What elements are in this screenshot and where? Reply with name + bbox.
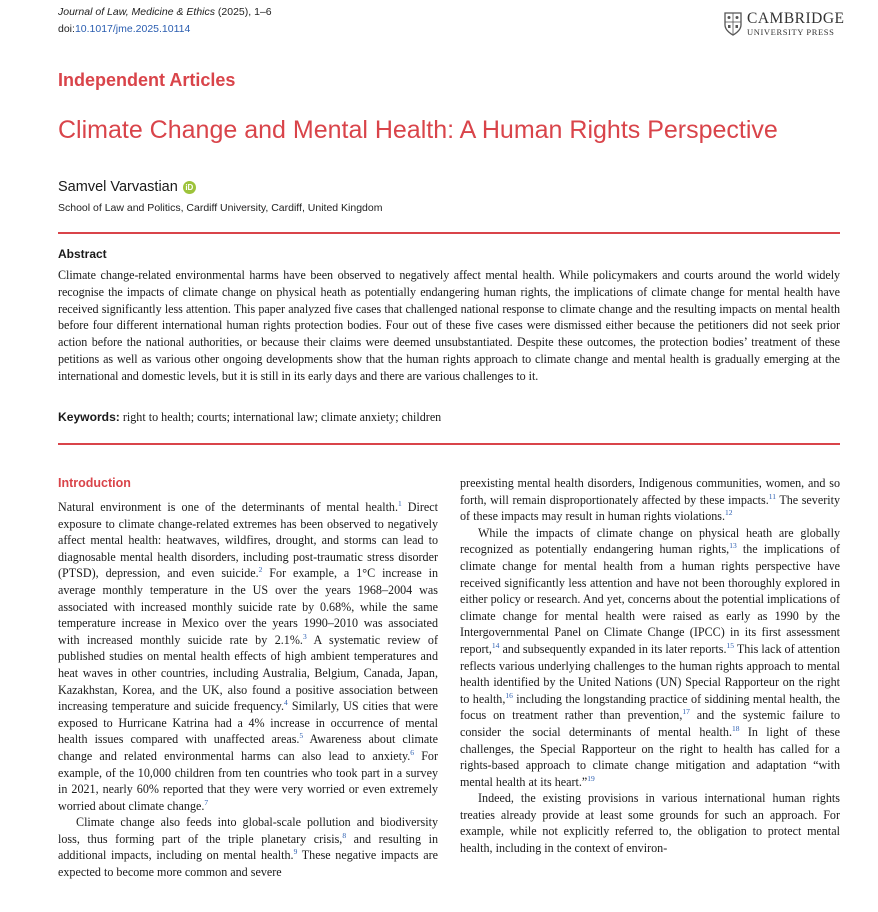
article-title: Climate Change and Mental Health: A Human Rights Perspective [58, 116, 778, 144]
paragraph [460, 525, 840, 791]
body-column-right [460, 475, 840, 857]
footnote-ref[interactable]: 7 [204, 797, 209, 807]
footnote-ref[interactable]: 4 [284, 698, 288, 708]
author-affiliation: School of Law and Politics, Cardiff University, Cardiff, United Kingdom [58, 202, 383, 214]
footnote-ref[interactable]: 16 [505, 690, 513, 700]
text-run: preexisting mental health disorders, Indigenous communities, women, and so forth, will remain disproportionately affected by these impacts. [460, 476, 840, 507]
footnote-ref[interactable]: 19 [587, 773, 595, 783]
doi-link[interactable]: 10.1017/jme.2025.10114 [74, 23, 191, 35]
footnote-ref[interactable]: 17 [682, 707, 690, 717]
footnote-ref[interactable]: 1 [398, 498, 402, 508]
footnote-ref[interactable]: 14 [491, 640, 500, 650]
orcid-icon[interactable]: iD [183, 181, 196, 194]
divider-top [58, 232, 840, 234]
publisher-subtitle: UNIVERSITY PRESS [747, 26, 835, 37]
body-column-left [58, 499, 438, 881]
text-run: Natural environment is one of the determinants of mental health. [58, 500, 398, 514]
footnote-ref[interactable]: 13 [729, 541, 737, 551]
shield-icon [724, 12, 742, 36]
doi-line: doi:10.1017/jme.2025.10114 [58, 23, 191, 35]
text-run: In light of these challenges, the Special Rapporteur on the right to health has called for a rights-based approach to climate change mitigation and adaptation “with mental health at its heart.” [460, 724, 840, 789]
abstract-heading: Abstract [58, 247, 107, 261]
publisher-logo [724, 11, 845, 36]
divider-bottom [58, 443, 840, 445]
keywords [58, 410, 840, 425]
text-run: Climate change also feeds into global-scale pollution and biodiversity loss, thus forming part of the triple planetary crisis, [58, 815, 438, 846]
text-run: and the systemic failure to consider the social determinants of mental health. [460, 708, 840, 739]
footnote-ref[interactable]: 8 [342, 830, 347, 840]
footnote-ref[interactable]: 12 [725, 508, 733, 518]
text-run: Similarly, US cities that were exposed to Hurricane Katrina had a 4% increase in occurrence of mental health issues compared with unaffected areas. [58, 699, 438, 747]
footnote-ref[interactable]: 18 [731, 723, 740, 733]
text-run: This lack of attention reflects various underlying challenges to the human rights approach to mental health identified by the United Nations (UN) Special Rapporteur on the right to health, [460, 641, 840, 706]
keywords-label: Keywords: [58, 410, 120, 424]
text-run: While the impacts of climate change on physical heath are globally recognized as potentially endangering human rights, [460, 525, 840, 557]
text-run: and resulting in additional impacts, including on mental health. [58, 831, 438, 863]
introduction-heading: Introduction [58, 476, 131, 490]
section-label: Independent Articles [58, 70, 236, 90]
text-run: The severity of these impacts may result in human rights violations. [460, 492, 840, 524]
text-run: Awareness about climate change and related environmental harms can also lead to anxiety. [58, 732, 438, 763]
text-run: For example, a 1°C increase in average monthly temperature in the US over the years 1968–2004 was associated with increased monthly suicide rate by 0.68%, while the same temperature increase in Mexico over the years 1990–2010 was associated with increased monthly suicide rate by 2.1%. [58, 566, 439, 647]
text-run: These negative impacts are expected to become more common and severe [58, 848, 438, 880]
abstract-text: Climate change-related environmental harms have been observed to negatively affect mental health. While policymakers and courts around the world widely recognise the impacts of climate change on physical heath as potentially endangering human rights, the implications of climate change for mental health have received significantly less attention. This paper analyzed five cases that challenged national response to climate change and the resulting impacts on mental health before four different international human rights protection bodies. Four out of these five cases were dismissed either because the petitioners did not seek prior action before the national authorities, or because their claims were deemed unsubstantiated. Despite these outcomes, the protection bodies’ treatment of these petitions as well as various other ongoing developments show that the human rights approach to climate change and mental health is gradually emerging at the international and domestic levels, but it is still in its early days and there are various challenges to it. [58, 268, 840, 383]
paragraph [460, 475, 840, 525]
text-run: and subsequently expanded in its later reports. [499, 641, 727, 656]
keywords-list: right to health; courts; international law; climate anxiety; children [122, 410, 442, 424]
paragraph [460, 790, 840, 856]
author-name[interactable]: Samvel Varvastian [58, 179, 178, 195]
text-run: For example, of the 10,000 children from ten countries who took part in a survey in 2021, nearly 60% reported that they were very worried or even extremely worried about climate change. [58, 748, 438, 813]
footnote-ref[interactable]: 2 [258, 565, 263, 575]
text-run: the implications of climate change for mental health from a human rights perspective have received significantly less attention and have not been thoroughly explored in either policy or research. And yet, concerns about the potential implications of climate change for mental health were raised as early as 1990 by the Intergovernmental Panel on Climate Change (IPCC) in its first assessment report, [460, 542, 840, 656]
paragraph [58, 814, 438, 880]
footnote-ref[interactable]: 15 [726, 640, 735, 650]
journal-citation: Journal of Law, Medicine & Ethics (2025), 1–6 [58, 6, 272, 18]
paragraph [58, 499, 438, 814]
author-line [58, 179, 196, 195]
footnote-ref[interactable]: 3 [302, 631, 307, 641]
footnote-ref[interactable]: 9 [293, 847, 298, 857]
footnote-ref[interactable]: 11 [768, 491, 777, 501]
footnote-ref[interactable]: 6 [410, 747, 415, 757]
text-run: Indeed, the existing provisions in various international human rights treaties already provide at least some grounds for such an approach. For example, while not explicitly referred to, the obligation to protect mental health, including in the context of environ- [460, 791, 840, 856]
text-run: A systematic review of published studies on mental health effects of high ambient temperatures and heat waves in other countries, including Australia, Belgium, Canada, Japan, Kazakhstan, Korea, and the UK, also found a positive association between increasing temperature and suicide frequency. [58, 632, 438, 714]
text-run: including the longstanding practice of siddining mental health, the focus on treatment rather than prevention, [460, 691, 840, 723]
footnote-ref[interactable]: 5 [299, 731, 304, 741]
text-run: Direct exposure to climate change-related extremes has been observed to negatively affect mental health: heatwaves, wildfires, drought, and storms can lead to diagnosable mental health disorders, including post-traumatic stress disorder (PTSD), depression, and even suicide. [58, 500, 438, 581]
publisher-name: CAMBRIDGE [747, 10, 845, 27]
